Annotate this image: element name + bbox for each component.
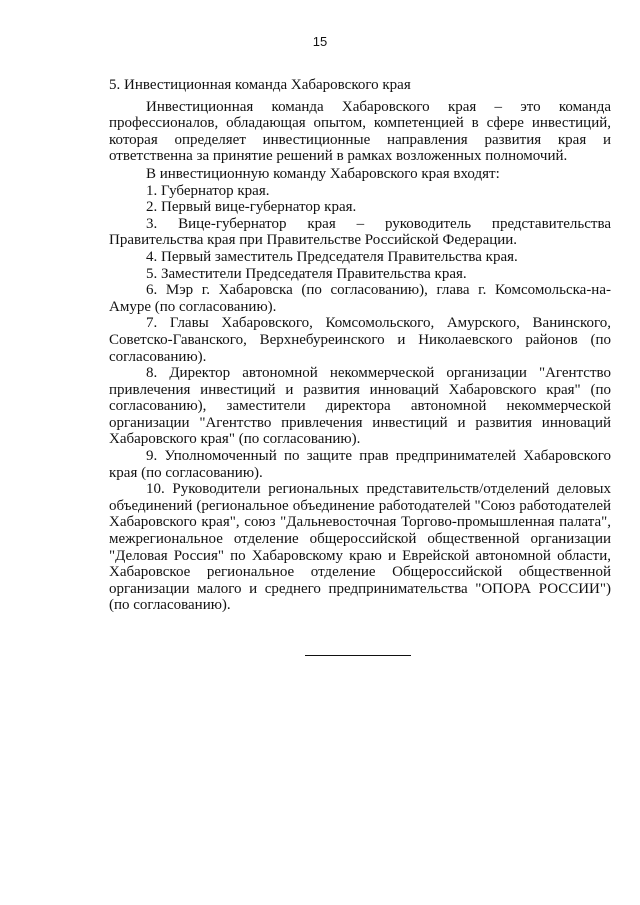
- list-item: 4. Первый заместитель Председателя Правительства края.: [146, 248, 518, 265]
- list-item: 9. Уполномоченный по защите прав предпринимателей Хабаровского края (по согласованию).: [109, 448, 611, 481]
- list-lead-paragraph: В инвестиционную команду Хабаровского края входят:: [146, 165, 500, 182]
- list-item: 1. Губернатор края.: [146, 182, 270, 199]
- section-heading: 5. Инвестиционная команда Хабаровского края: [109, 77, 411, 93]
- list-item: 7. Главы Хабаровского, Комсомольского, Амурского, Ванинского, Советско-Гаванского, Верхнебуреинского и Николаевского районов (по согласованию).: [109, 315, 611, 365]
- list-item: 6. Мэр г. Хабаровска (по согласованию), глава г. Комсомольска-на-Амуре (по согласованию).: [109, 282, 611, 315]
- list-item: 8. Директор автономной некоммерческой организации "Агентство привлечения инвестиций и развития инноваций Хабаровского края" (по согласованию), заместители директора автономной некоммерческой организации "Агентство привлечения инвестиций и развития инноваций Хабаровского края" (по согласованию).: [109, 365, 611, 448]
- page-number: 15: [312, 34, 328, 49]
- section-intro-paragraph: Инвестиционная команда Хабаровского края – это команда профессионалов, обладающая опытом, компетенцией в сфере инвестиций, которая определяет инвестиционные направления развития края и ответственна за принятие решений в рамках возложенных полномочий.: [109, 98, 611, 165]
- document-body: [109, 77, 611, 614]
- list-item: 2. Первый вице-губернатор края.: [146, 199, 357, 216]
- end-divider-line: [305, 655, 411, 656]
- list-item: 10. Руководители региональных представительств/отделений деловых объединений (региональное объединение работодателей "Союз работодателей Хабаровского края", союз "Дальневосточная Торгово-промышленная палата", межрегиональное отделение общероссийской общественной организации "Деловая Россия" по Хабаровскому краю и Еврейской автономной области, Хабаровское региональное отделение Общероссийской общественной организации малого и среднего предпринимательства "ОПОРА РОССИИ") (по согласованию).: [109, 481, 611, 614]
- list-item: 3. Вице-губернатор края – руководитель представительства Правительства края при Правительстве Российской Федерации.: [109, 215, 611, 249]
- list-item: 5. Заместители Председателя Правительства края.: [146, 265, 467, 282]
